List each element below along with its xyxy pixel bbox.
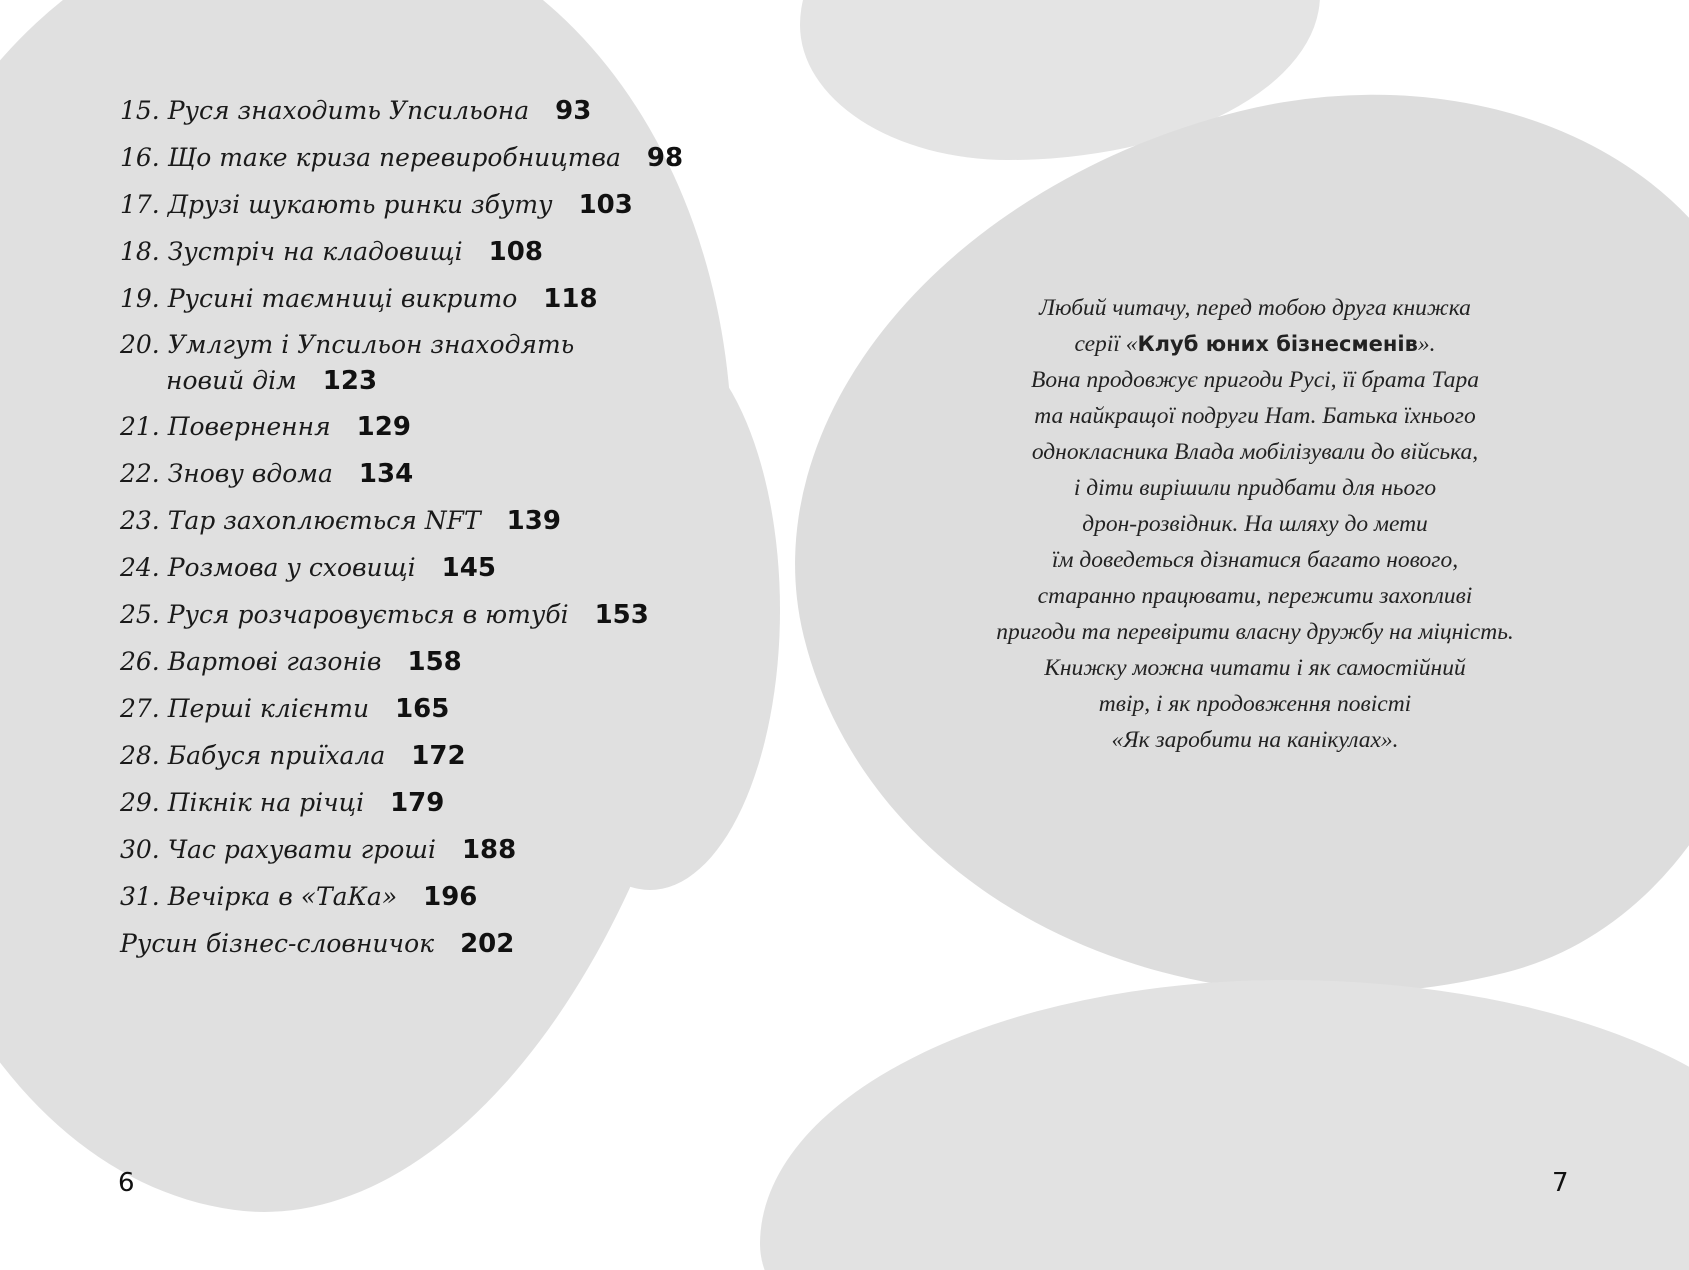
toc-entry[interactable] <box>120 925 680 963</box>
toc-entry[interactable] <box>120 502 680 540</box>
blurb-series-suffix: ». <box>1417 331 1436 357</box>
page-number-left: 6 <box>118 1168 135 1198</box>
blurb-line: та найкращої подруги Нат. Батька їхнього <box>1034 403 1476 429</box>
toc-entry[interactable] <box>120 408 680 446</box>
toc-entry-page: 179 <box>390 788 445 818</box>
toc-entry[interactable] <box>120 186 680 224</box>
toc-entry-page: 188 <box>461 835 517 865</box>
toc-entry[interactable] <box>120 92 680 130</box>
toc-entry-page: 118 <box>543 284 598 314</box>
toc-entry-title: 28. Бабуся приїхала <box>120 741 386 770</box>
toc-entry[interactable] <box>120 233 680 271</box>
toc-entry-page: 202 <box>460 929 515 959</box>
toc-entry[interactable] <box>120 327 626 399</box>
blurb-line: і діти вирішили придбати для нього <box>1073 475 1437 501</box>
toc-entry[interactable] <box>120 690 680 728</box>
toc-entry-title: 26. Вартові газонів <box>120 647 382 676</box>
toc-entry[interactable] <box>120 596 680 634</box>
toc-entry-page: 165 <box>395 694 450 724</box>
toc-entry-page: 98 <box>646 143 684 173</box>
blurb-line: пригоди та перевірити власну дружбу на міцність. <box>996 619 1514 645</box>
blurb-line: Книжку можна читати і як самостійний <box>1044 655 1466 681</box>
watercolor-blob-bottom-right <box>760 980 1689 1270</box>
toc-entry-title: 23. Тар захоплюється NFT <box>120 506 481 535</box>
series-name: Клуб юних бізнесменів <box>1137 332 1418 356</box>
toc-entry-title: 31. Вечірка в «ТаКа» <box>120 882 398 911</box>
toc-entry-page: 158 <box>407 647 462 677</box>
blurb-line: «Як заробити на канікулах». <box>1111 727 1399 753</box>
toc-entry[interactable] <box>120 139 684 177</box>
toc-entry-page: 153 <box>594 600 649 630</box>
blurb-line: їм доведеться дізнатися багато нового, <box>1051 547 1459 573</box>
toc-entry[interactable] <box>120 737 680 775</box>
blurb-line: твір, і як продовження повісті <box>1098 691 1412 717</box>
toc-entry-title: 22. Знову вдома <box>120 459 333 488</box>
blurb-line: Любий читачу, перед тобою друга книжка <box>1039 295 1471 321</box>
toc-entry-page: 145 <box>441 553 496 583</box>
toc-entry[interactable] <box>120 878 680 916</box>
toc-entry-title: 24. Розмова у сховищі <box>120 553 416 582</box>
blurb-line: однокласника Влада мобілізували до війська, <box>1031 439 1479 465</box>
toc-entry-title: 25. Руся розчаровується в ютубі <box>120 600 569 629</box>
toc-entry[interactable] <box>120 831 680 869</box>
toc-entry-page: 172 <box>411 741 466 771</box>
toc-entry-title: 16. Що таке криза перевиробництва <box>120 143 621 172</box>
blurb-line: старанно працювати, пережити захопливі <box>1037 583 1473 609</box>
page-number-right: 7 <box>1552 1168 1569 1198</box>
toc-entry-title: 29. Пікнік на річці <box>120 788 365 817</box>
table-of-contents <box>120 92 684 972</box>
toc-entry-page: 93 <box>555 96 592 126</box>
toc-entry-page: 139 <box>506 506 561 536</box>
toc-entry-title: 17. Друзі шукають ринки збуту <box>120 190 553 219</box>
toc-entry-page: 108 <box>488 237 543 267</box>
toc-entry-title: 27. Перші клієнти <box>120 694 370 723</box>
toc-entry-title: 30. Час рахувати гроші <box>120 835 436 864</box>
toc-entry-title: 21. Повернення <box>120 412 331 441</box>
toc-entry[interactable] <box>120 549 680 587</box>
blurb-series-prefix: серії « <box>1074 331 1138 357</box>
blurb-line-series <box>935 326 1575 362</box>
toc-entry[interactable] <box>120 784 680 822</box>
toc-entry-title: 20. Умлгут і Упсильон знаходять новий дім <box>120 330 575 395</box>
toc-entry-page: 129 <box>356 412 411 442</box>
toc-entry-title: 15. Руся знаходить Упсильона <box>120 96 530 125</box>
book-blurb <box>935 290 1575 758</box>
toc-entry-page: 196 <box>423 882 478 912</box>
toc-entry-page: 134 <box>358 459 414 489</box>
toc-entry[interactable] <box>120 643 680 681</box>
toc-entry-title: 19. Русині таємниці викрито <box>120 284 518 313</box>
toc-entry[interactable] <box>120 455 680 493</box>
toc-entry[interactable] <box>120 280 680 318</box>
toc-entry-title: Русин бізнес-словничок <box>120 929 435 958</box>
toc-entry-title: 18. Зустріч на кладовищі <box>120 237 463 266</box>
blurb-line: дрон-розвідник. На шляху до мети <box>1082 511 1428 537</box>
blurb-line: Вона продовжує пригоди Русі, її брата Тара <box>1030 367 1480 393</box>
toc-entry-page: 103 <box>578 190 633 220</box>
toc-entry-page: 123 <box>322 366 378 396</box>
